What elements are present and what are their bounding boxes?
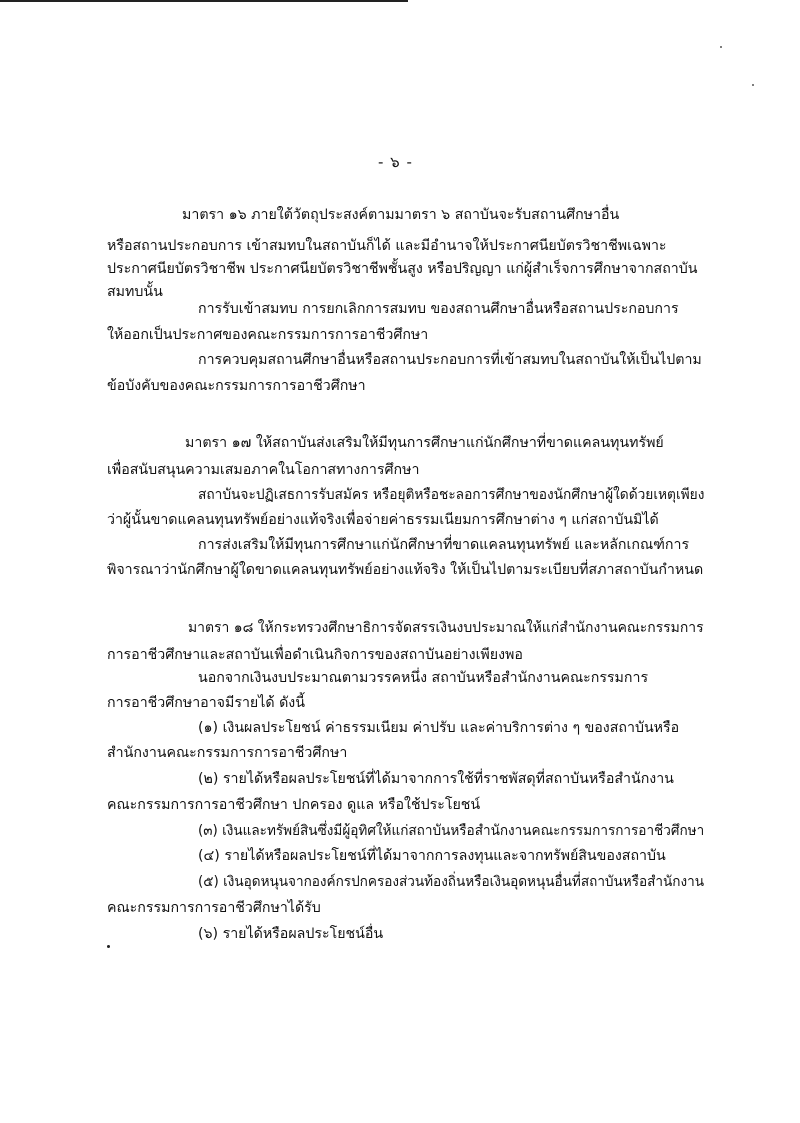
scan-speck (752, 84, 754, 86)
section18-item-1-line: (๑) เงินผลประโยชน์ ค่าธรรมเนียม ค่าปรับ และค่าบริการต่าง ๆ ของสถาบันหรือ (198, 720, 680, 736)
section16-paragraph3-line: การควบคุมสถานศึกษาอื่นหรือสถานประกอบการที่เข้าสมทบในสถาบันให้เป็นไปตาม (198, 352, 702, 368)
section18-line: การอาชีวศึกษาและสถาบันเพื่อดำเนินกิจการของสถาบันอย่างเพียงพอ (107, 647, 523, 663)
section16-line: ประกาศนียบัตรวิชาชีพ ประกาศนียบัตรวิชาชีพชั้นสูง หรือปริญญา แก่ผู้สำเร็จการศึกษาจากสถาบัน (107, 261, 698, 277)
section17-line: พิจารณาว่านักศึกษาผู้ใดขาดแคลนทุนทรัพย์อย่างแท้จริง ให้เป็นไปตามระเบียบที่สภาสถาบันกำหนด (107, 562, 704, 578)
section17-paragraph2-line: สถาบันจะปฏิเสธการรับสมัคร หรือยุติหรือชะลอการศึกษาของนักศึกษาผู้ใดด้วยเหตุเพียง (198, 487, 705, 503)
section18-item-6-line: (๖) รายได้หรือผลประโยชน์อื่น (198, 926, 384, 942)
scan-speck (720, 46, 722, 48)
section16-paragraph2-line: การรับเข้าสมทบ การยกเลิกการสมทบ ของสถานศึกษาอื่นหรือสถานประกอบการ (198, 301, 679, 317)
section18-paragraph2-line: นอกจากเงินงบประมาณตามวรรคหนึ่ง สถาบันหรือสำนักงานคณะกรรมการ (198, 670, 649, 686)
section17-line: ว่าผู้นั้นขาดแคลนทุนทรัพย์อย่างแท้จริงเพื่อจ่ายค่าธรรมเนียมการศึกษาต่าง ๆ แก่สถาบันมิได้ (107, 512, 659, 528)
section17-paragraph3-line: การส่งเสริมให้มีทุนการศึกษาแก่นักศึกษาที่ขาดแคลนทุนทรัพย์ และหลักเกณฑ์การ (198, 537, 690, 553)
section18-item-3-line: (๓) เงินและทรัพย์สินซึ่งมีผู้อุทิศให้แก่สถาบันหรือสำนักงานคณะกรรมการการอาชีวศึกษา (198, 823, 705, 839)
page-number: - ๖ - (378, 153, 413, 171)
section16-line: ข้อบังคับของคณะกรรมการการอาชีวศึกษา (107, 378, 366, 394)
section18-line: คณะกรรมการการอาชีวศึกษาได้รับ (107, 900, 321, 916)
section18-line: คณะกรรมการการอาชีวศึกษา ปกครอง ดูแล หรือใช้ประโยชน์ (107, 797, 481, 813)
section17-line: เพื่อสนับสนุนความเสมอภาคในโอกาสทางการศึกษา (107, 462, 420, 478)
section16-line: ให้ออกเป็นประกาศของคณะกรรมการการอาชีวศึกษา (107, 327, 429, 343)
section16-heading-line: มาตรา ๑๖ ภายใต้วัตถุประสงค์ตามมาตรา ๖ สถาบันจะรับสถานศึกษาอื่น (182, 207, 620, 223)
section18-item-2-line: (๒) รายได้หรือผลประโยชน์ที่ได้มาจากการใช้ที่ราชพัสดุที่สถาบันหรือสำนักงาน (198, 771, 674, 787)
section18-line: สำนักงานคณะกรรมการการอาชีวศึกษา (107, 745, 348, 761)
section18-line: การอาชีวศึกษาอาจมีรายได้ ดังนี้ (107, 695, 305, 711)
section18-item-4-line: (๔) รายได้หรือผลประโยชน์ที่ได้มาจากการลงทุนและจากทรัพย์สินของสถาบัน (198, 848, 666, 864)
section16-line: สมทบนั้น (107, 284, 163, 300)
section18-heading-line: มาตรา ๑๘ ให้กระทรวงศึกษาธิการจัดสรรเงินงบประมาณให้แก่สำนักงานคณะกรรมการ (188, 620, 704, 636)
section16-line: หรือสถานประกอบการ เข้าสมทบในสถาบันก็ได้ และมีอำนาจให้ประกาศนียบัตรวิชาชีพเฉพาะ (107, 238, 667, 254)
scan-edge-mark (0, 0, 408, 2)
section17-heading-line: มาตรา ๑๗ ให้สถาบันส่งเสริมให้มีทุนการศึกษาแก่นักศึกษาที่ขาดแคลนทุนทรัพย์ (185, 435, 664, 451)
stray-bullet-mark (107, 945, 110, 948)
section18-item-5-line: (๕) เงินอุดหนุนจากองค์กรปกครองส่วนท้องถิ่นหรือเงินอุดหนุนอื่นที่สถาบันหรือสำนักงาน (198, 874, 704, 890)
